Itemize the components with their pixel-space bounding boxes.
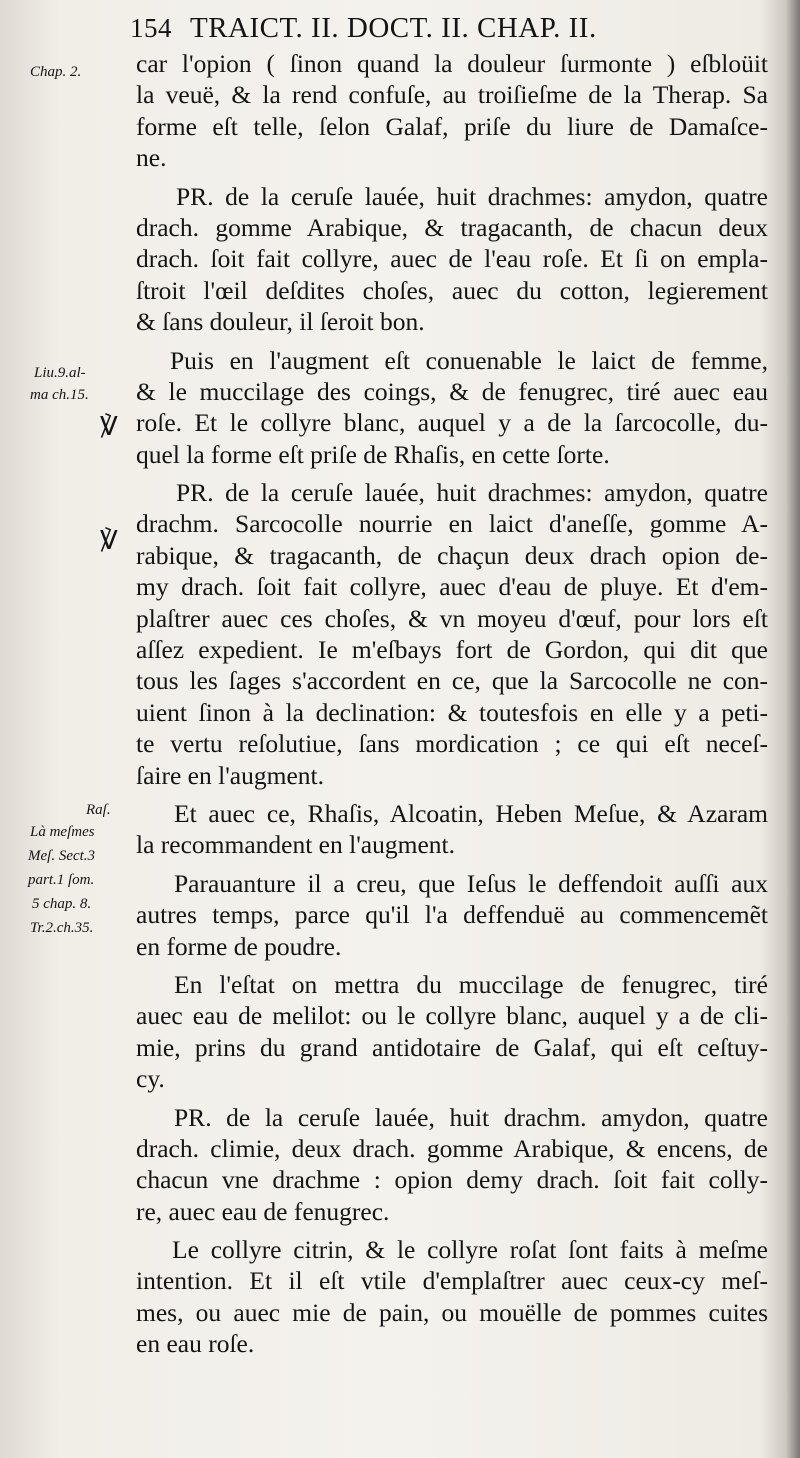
recipe-symbol: ℣ — [100, 412, 118, 442]
text-line: intention. Et il eſt vtile d'emplaſtrer auec ceux-cy meſ- — [136, 1266, 768, 1296]
text-line: aſſez expedient. Ie m'eſbays fort de Gordon, qui dit que — [136, 635, 768, 665]
text-line: autres temps, parce qu'il l'a deffenduë au commencemẽt — [136, 900, 768, 930]
recipe-symbol: ℣ — [100, 526, 118, 556]
text-line: car l'opion ( ſinon quand la douleur ſurmonte ) eſbloüit — [136, 49, 768, 78]
margin-note-part-som: part.1 ſom. — [28, 872, 95, 888]
text-line: ſtroit l'œil deſdites choſes, auec du cotton, legierement — [136, 275, 768, 305]
running-title: TRAICT. II. DOCT. II. CHAP. II. — [190, 12, 597, 44]
text-line: mes, ou auec mie de pain, ou mouëlle de pommes cuites — [136, 1297, 768, 1327]
text-line: Parauanture il a creu, que Ieſus le deffendoit auſſi aux — [174, 868, 768, 898]
running-header — [130, 12, 730, 46]
text-line: Et auec ce, Rhaſis, Alcoatin, Heben Meſue, & Azaram — [174, 798, 768, 828]
text-line: la recommandent en l'augment. — [136, 830, 455, 860]
text-line: my drach. ſoit fait collyre, auec d'eau de pluye. Et d'em- — [136, 572, 768, 602]
text-line: drach. gomme Arabique, & tragacanth, de chacun deux — [136, 212, 768, 242]
margin-note-mes-sect: Meſ. Sect.3 — [28, 848, 96, 864]
margin-note-tr-ch: Tr.2.ch.35. — [30, 920, 94, 936]
text-line: PR. de la ceruſe lauée, huit drachm. amydon, quatre — [174, 1102, 768, 1132]
text-line: Le collyre citrin, & le collyre roſat ſont faits à meſme — [172, 1235, 768, 1265]
margin-note-ras: Raſ. — [86, 802, 111, 818]
text-line: cy. — [136, 1064, 165, 1094]
body-text — [136, 48, 768, 1360]
text-line: uient ſinon à la declination: & toutesfois en elle y a peti- — [136, 697, 768, 727]
text-line: drach. ſoit fait collyre, auec de l'eau roſe. Et ſi on empla- — [136, 244, 768, 274]
text-line: En l'eſtat on mettra du muccilage de fenugrec, tiré — [174, 969, 768, 999]
margin-note-chap-8: 5 chap. 8. — [32, 896, 92, 912]
page-edge-shadow — [786, 0, 800, 1458]
margin-note-chap: Chap. 2. — [30, 64, 82, 80]
text-line: PR. de la ceruſe lauée, huit drachmes: amydon, quatre — [176, 181, 768, 211]
margin-note-la-mesmes: Là meſmes — [30, 824, 95, 840]
text-line: drachm. Sarcocolle nourrie en laict d'aneſſe, gomme A- — [136, 509, 768, 539]
text-line: PR. de la ceruſe lauée, huit drachmes: amydon, quatre — [176, 478, 768, 508]
text-line: te vertu reſolutiue, ſans mordication ; ce qui eſt neceſ- — [136, 729, 768, 759]
text-line: roſe. Et le collyre blanc, auquel y a de la ſarcocolle, du- — [136, 408, 768, 438]
text-line: quel la forme eſt priſe de Rhaſis, en cette ſorte. — [136, 439, 610, 469]
text-line: mie, prins du grand antidotaire de Galaf, qui eſt ceſtuy- — [136, 1032, 768, 1062]
text-line: & ſans douleur, il ſeroit bon. — [136, 307, 425, 337]
text-line: plaſtrer auec ces choſes, & vn moyeu d'œuf, pour lors eſt — [136, 603, 768, 633]
text-line: drach. climie, deux drach. gomme Arabique, & encens, de — [136, 1133, 768, 1163]
text-line: auec eau de melilot: ou le collyre blanc, auquel y a de cli- — [136, 1001, 768, 1031]
text-line: ne. — [136, 143, 167, 173]
text-line: rabique, & tragacanth, de chaçun deux drach opion de- — [136, 540, 768, 570]
text-line: re, auec eau de fenugrec. — [136, 1196, 390, 1226]
text-line: tous les ſages s'accordent en ce, que la Sarcocolle ne con- — [136, 666, 768, 696]
text-line: chacun vne drachme : opion demy drach. ſoit fait colly- — [136, 1165, 768, 1195]
text-line: forme eſt telle, ſelon Galaf, priſe du liure de Damaſce- — [136, 111, 768, 141]
text-line: Puis en l'augment eſt conuenable le laict de femme, — [170, 345, 768, 375]
text-line: la veuë, & la rend confuſe, au troiſieſme de la Therap. Sa — [136, 80, 768, 110]
margin-note-liu-b: ma ch.15. — [30, 387, 89, 403]
text-line: & le muccilage des coings, & de fenugrec, tiré auec eau — [136, 376, 768, 406]
page-number: 154 — [130, 13, 172, 43]
text-line: ſaire en l'augment. — [136, 760, 324, 790]
text-line: en forme de poudre. — [136, 931, 342, 961]
margin-note-liu-a: Liu.9.al- — [34, 365, 86, 381]
text-line: en eau roſe. — [136, 1329, 255, 1359]
